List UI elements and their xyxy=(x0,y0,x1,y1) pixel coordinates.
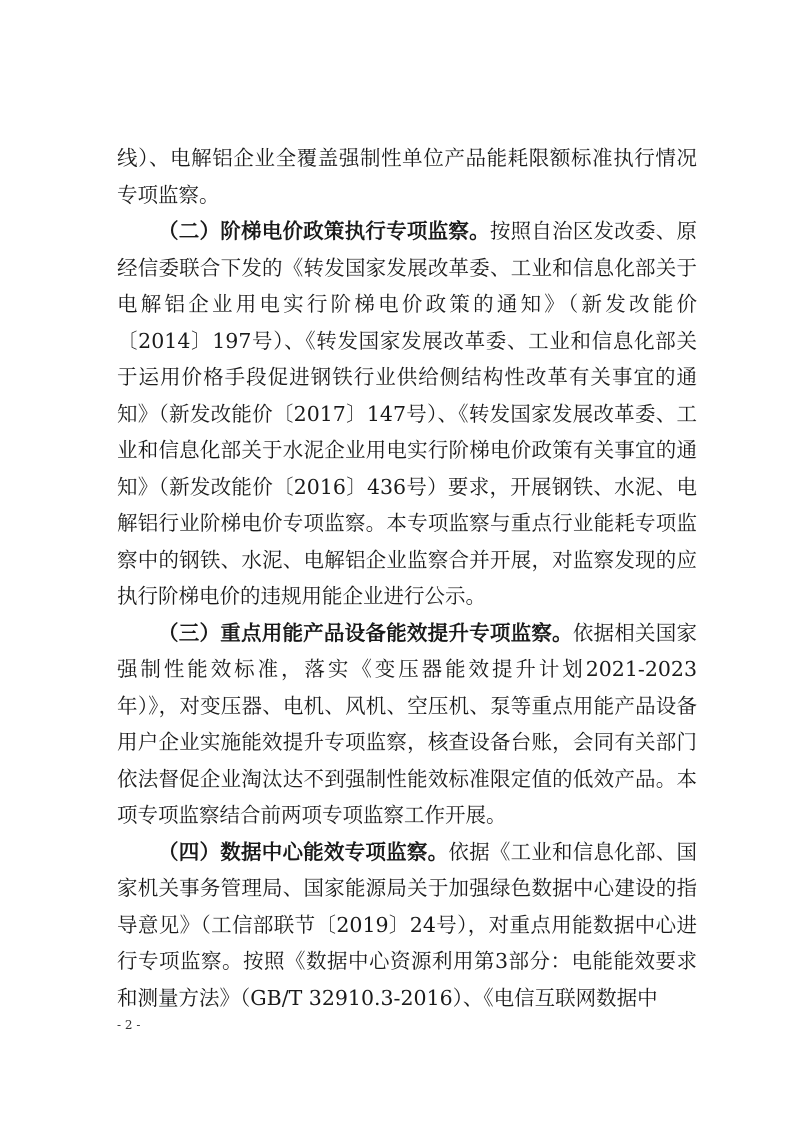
body-text xyxy=(117,140,697,1016)
paragraph-continuation xyxy=(117,140,697,213)
paragraph-text: 依据《工业和信息化部、国家机关事务管理局、国家能源局关于加强绿色数据中心建设的指导意见》（工信部联节〔2019〕24号），对重点用能数据中心进行专项监察。按照《数据中心资源利用第3部分：电能能效要求和测量方法》（GB/T 32910.3-2016）、《电信互联网数据中 xyxy=(117,839,697,1010)
paragraph-equipment-efficiency xyxy=(117,615,697,834)
section-heading: （二）阶梯电价政策执行专项监察。 xyxy=(158,219,490,243)
page-number: - 2 - xyxy=(117,1018,141,1032)
paragraph-text: 线）、电解铝企业全覆盖强制性单位产品能耗限额标准执行情况专项监察。 xyxy=(117,146,697,207)
paragraph-tiered-pricing xyxy=(117,213,697,615)
section-heading: （四）数据中心能效专项监察。 xyxy=(158,839,449,864)
section-heading: （三）重点用能产品设备能效提升专项监察。 xyxy=(158,620,573,645)
paragraph-data-center xyxy=(117,834,697,1017)
paragraph-text: 按照自治区发改委、原经信委联合下发的《转发国家发展改革委、工业和信息化部关于电解铝企业用电实行阶梯电价政策的通知》（新发改能价〔2014〕197号）、《转发国家发展改革委、工业和信息化部关于运用价格手段促进钢铁行业供给侧结构性改革有关事宜的通知》（新发改能价〔2017〕147号）、《转发国家发展改革委、工业和信息化部关于水泥企业用电实行阶梯电价政策有关事宜的通知》（新发改能价〔2016〕436号）要求，开展钢铁、水泥、电解铝行业阶梯电价专项监察。本专项监察与重点行业能耗专项监察中的钢铁、水泥、电解铝企业监察合并开展，对监察发现的应执行阶梯电价的违规用能企业进行公示。 xyxy=(117,219,698,608)
paragraph-text: 依据相关国家强制性能效标准，落实《变压器能效提升计划2021-2023年）》，对变压器、电机、风机、空压机、泵等重点用能产品设备用户企业实施能效提升专项监察，核查设备台账，会同有关部门依法督促企业淘汰达不到强制性能效标准限定值的低效产品。本项专项监察结合前两项专项监察工作开展。 xyxy=(117,620,698,827)
